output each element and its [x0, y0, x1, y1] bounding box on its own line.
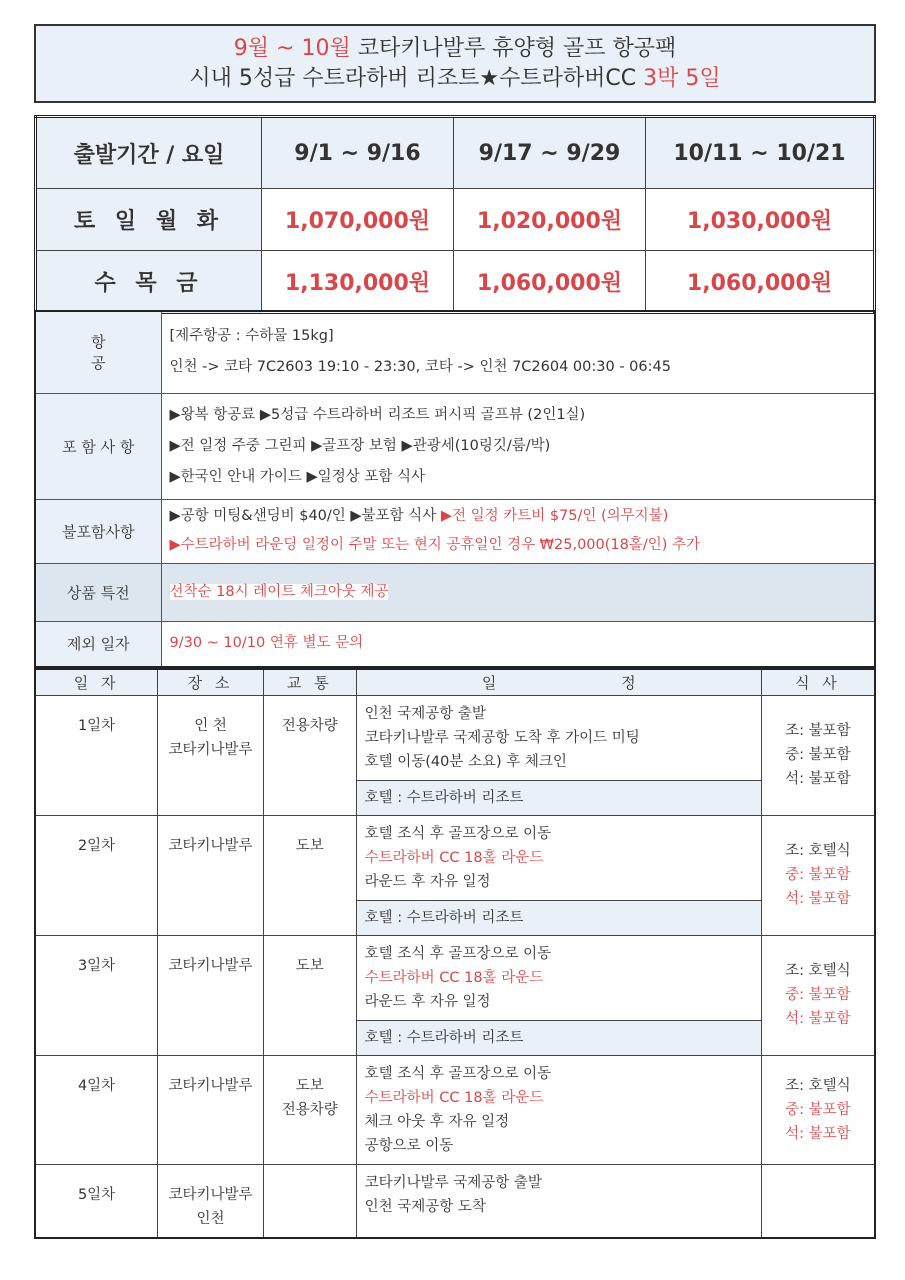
schedule-line: 인천 국제공항 출발: [364, 705, 486, 722]
price-cell: 1,060,000원: [453, 251, 645, 313]
schedule-line: 공항으로 이동: [364, 1137, 454, 1154]
meal-line: 조: 호텔식: [785, 963, 851, 979]
special-label: 상품 특전: [35, 563, 161, 621]
itinerary-row: [35, 695, 875, 815]
price-table: [34, 115, 876, 314]
price-cell: 1,020,000원: [453, 189, 645, 251]
schedule-line: 코타키나발루 국제공항 출발: [364, 1174, 542, 1191]
title-line-2: 시내 5성급 수트라하버 리조트★수트라하버CC 3박 5일: [189, 66, 721, 91]
place-cell: 코타키나발루: [158, 1055, 264, 1164]
title-banner: [34, 24, 876, 103]
itinerary-row: [35, 935, 875, 1055]
meal-line: 석: 불포함: [785, 1011, 851, 1027]
hotel-line: 호텔 : 수트라하버 리조트: [357, 780, 761, 815]
meal-line: 조: 호텔식: [785, 1077, 851, 1094]
itinerary-row: [35, 1164, 875, 1238]
schedule-cell: [356, 1055, 761, 1164]
meal-line: 석: 불포함: [785, 1125, 851, 1142]
day-cell: 3일차: [35, 935, 158, 1055]
itinerary-row: [35, 1055, 875, 1164]
included-row: [35, 393, 875, 499]
place-cell: 인 천 코타키나발루: [158, 695, 264, 815]
included-label: 포 함 사 항: [35, 393, 161, 499]
transport-cell: 도보: [263, 935, 356, 1055]
itinerary-row: [35, 815, 875, 935]
meals-cell: [761, 1055, 875, 1164]
meal-line: 조: 호텔식: [785, 843, 851, 859]
meal-line: 중: 불포함: [785, 987, 851, 1003]
price-row-weekend: [36, 189, 875, 251]
day-cell: 5일차: [35, 1164, 158, 1238]
excluded-dates-details: 9/30 ~ 10/10 연휴 별도 문의: [161, 621, 875, 667]
schedule-line: 체크 아웃 후 자유 일정: [364, 1113, 510, 1130]
meals-cell: [761, 695, 875, 815]
day-cell: 4일차: [35, 1055, 158, 1164]
schedule-line: 라운드 후 자유 일정: [364, 993, 491, 1010]
header-day: 일 자: [35, 669, 158, 695]
transport-cell: 도보: [263, 815, 356, 935]
schedule-cell: [356, 815, 761, 935]
special-details: 선착순 18시 레이트 체크아웃 제공: [161, 563, 875, 621]
schedule-line: 호텔 조식 후 골프장으로 이동: [364, 825, 552, 842]
period-header-label: 출발기간 / 요일: [36, 117, 262, 189]
excluded-label: 불포함사항: [35, 499, 161, 563]
schedule-cell: [356, 1164, 761, 1238]
transport-cell: [263, 1164, 356, 1238]
schedule-line: 라운드 후 자유 일정: [364, 873, 491, 890]
place-cell: 코타키나발루 인천: [158, 1164, 264, 1238]
excluded-details: ▶공항 미팅&샌딩비 $40/인 ▶불포함 식사 ▶전 일정 카트비 $75/인 (의무지불) ▶수트라하버 라운딩 일정이 주말 또는 현지 공휴일인 경우 ₩25,000(18홀/인) 추가: [161, 499, 875, 563]
itinerary-header-row: [35, 669, 875, 695]
included-details: ▶왕복 항공료 ▶5성급 수트라하버 리조트 퍼시픽 골프뷰 (2인1실) ▶전 일정 주중 그린피 ▶골프장 보험 ▶관광세(10링깃/룸/박) ▶한국인 안내 가이드 ▶일정상 포함 식사: [161, 393, 875, 499]
special-row: [35, 563, 875, 621]
flight-row: [35, 311, 875, 393]
price-cell: 1,060,000원: [645, 251, 874, 313]
title-line-1: 9월 ~ 10월 코타키나발루 휴양형 골프 항공팩: [233, 36, 677, 61]
meals-cell: [761, 935, 875, 1055]
header-place: 장 소: [158, 669, 264, 695]
excluded-dates-label: 제외 일자: [35, 621, 161, 667]
schedule-line: 수트라하버 CC 18홀 라운드: [364, 849, 544, 866]
price-row-label: 수 목 금: [36, 251, 262, 313]
price-row-weekday: [36, 251, 875, 313]
schedule-line: 수트라하버 CC 18홀 라운드: [364, 969, 544, 986]
header-schedule: 일 정: [356, 669, 761, 695]
day-cell: 1일차: [35, 695, 158, 815]
meal-line: 조: 불포함: [785, 723, 851, 739]
price-cell: 1,030,000원: [645, 189, 874, 251]
schedule-line: 코타키나발루 국제공항 도착 후 가이드 미팅: [364, 729, 640, 746]
meal-line: 석: 불포함: [785, 771, 851, 787]
place-cell: 코타키나발루: [158, 935, 264, 1055]
period-2: 9/17 ~ 9/29: [453, 117, 645, 189]
flight-label: 항 공: [35, 311, 161, 393]
schedule-line: 인천 국제공항 도착: [364, 1198, 486, 1215]
meal-line: 중: 불포함: [785, 1101, 851, 1118]
excluded-row: [35, 499, 875, 563]
meal-line: 석: 불포함: [785, 891, 851, 907]
price-header-row: [36, 117, 875, 189]
meals-cell: [761, 815, 875, 935]
hotel-line: 호텔 : 수트라하버 리조트: [357, 900, 761, 935]
itinerary-table: [34, 668, 876, 1239]
info-table: [34, 310, 876, 668]
meal-line: 중: 불포함: [785, 867, 851, 883]
price-cell: 1,130,000원: [262, 251, 454, 313]
price-cell: 1,070,000원: [262, 189, 454, 251]
price-row-label: 토 일 월 화: [36, 189, 262, 251]
transport-cell: 전용차량: [263, 695, 356, 815]
schedule-line: 호텔 조식 후 골프장으로 이동: [364, 1065, 552, 1082]
schedule-line: 호텔 조식 후 골프장으로 이동: [364, 945, 552, 962]
meals-cell: [761, 1164, 875, 1238]
place-cell: 코타키나발루: [158, 815, 264, 935]
transport-cell: 도보 전용차량: [263, 1055, 356, 1164]
header-transport: 교 통: [263, 669, 356, 695]
schedule-line: 수트라하버 CC 18홀 라운드: [364, 1089, 544, 1106]
period-1: 9/1 ~ 9/16: [262, 117, 454, 189]
hotel-line: 호텔 : 수트라하버 리조트: [357, 1020, 761, 1055]
schedule-line: 호텔 이동(40분 소요) 후 체크인: [364, 753, 567, 770]
flight-details: [제주항공 : 수하물 15kg] 인천 -> 코타 7C2603 19:10 - 23:30, 코타 -> 인천 7C2604 00:30 - 06:45: [161, 311, 875, 393]
meal-line: 중: 불포함: [785, 747, 851, 763]
excluded-dates-row: [35, 621, 875, 667]
schedule-cell: [356, 695, 761, 815]
day-cell: 2일차: [35, 815, 158, 935]
header-meals: 식 사: [761, 669, 875, 695]
schedule-cell: [356, 935, 761, 1055]
period-3: 10/11 ~ 10/21: [645, 117, 874, 189]
